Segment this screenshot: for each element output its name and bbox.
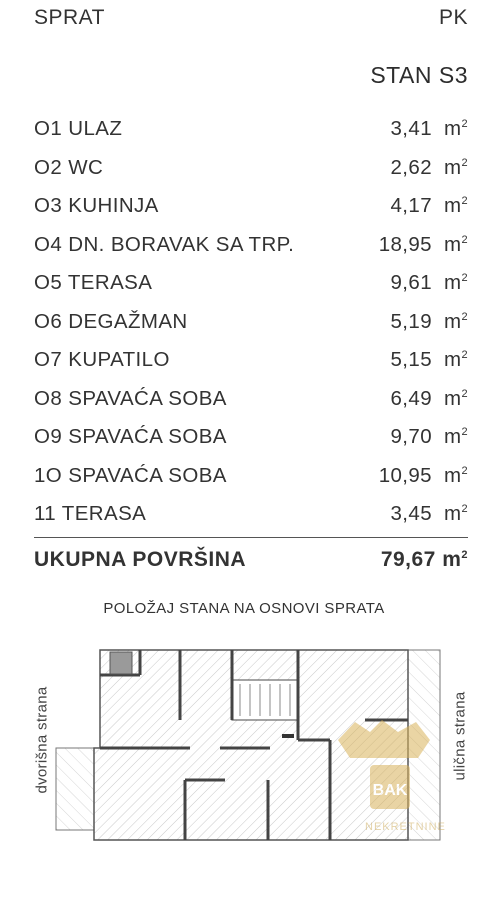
room-row [34, 303, 468, 342]
room-unit: $m^2$ [443, 271, 468, 295]
room-name: O8 SPAVAĆA SOBA [34, 386, 227, 410]
total-value: 79,67 $m^2$ [380, 548, 468, 571]
floor-plan [20, 640, 450, 850]
courtyard-side-label: dvorišna strana [33, 686, 51, 794]
room-list [34, 110, 468, 534]
room-name: O5 TERASA [34, 271, 153, 295]
room-unit: $m^2$ [443, 232, 468, 256]
room-row [34, 264, 468, 303]
room-area: 10,95 [378, 463, 432, 487]
total-row [34, 548, 468, 572]
room-row [34, 380, 468, 419]
apartment-title: STAN S3 [370, 62, 468, 88]
room-unit: $m^2$ [443, 309, 468, 333]
room-name: O4 DN. BORAVAK SA TRP. [34, 232, 295, 256]
room-row [34, 457, 468, 496]
room-name: 1O SPAVAĆA SOBA [34, 463, 227, 487]
room-name: O2 WC [34, 155, 104, 179]
room-name: O7 KUPATILO [34, 348, 170, 372]
room-area: 3,41 [390, 117, 432, 141]
room-unit: $m^2$ [443, 117, 468, 141]
room-name: O9 SPAVAĆA SOBA [34, 425, 227, 449]
room-unit: $m^2$ [443, 194, 468, 218]
room-row [34, 149, 468, 188]
room-name: O1 ULAZ [34, 117, 123, 141]
room-area: 2,62 [390, 155, 432, 179]
room-unit: $m^2$ [443, 463, 468, 487]
plan-terrace-left [56, 748, 94, 830]
room-unit: $m^2$ [443, 386, 468, 410]
plan-title: POLOŽAJ STANA NA OSNOVI SPRATA [103, 600, 385, 617]
room-area: 4,17 [390, 194, 432, 218]
plan-marker [282, 734, 294, 738]
svg-text:NEKRETNINE: NEKRETNINE [365, 821, 446, 833]
room-unit: $m^2$ [443, 425, 468, 449]
room-unit: $m^2$ [443, 502, 468, 526]
total-divider [34, 537, 468, 538]
floor-value: PK [438, 6, 468, 29]
street-side-label: ulična strana [451, 691, 469, 781]
room-area: 9,61 [390, 271, 432, 295]
room-row [34, 187, 468, 226]
header-bar [34, 6, 468, 34]
room-name: O3 KUHINJA [34, 194, 159, 218]
svg-text:BAK: BAK [372, 782, 408, 799]
plan-shaft [110, 652, 132, 674]
room-row [34, 418, 468, 457]
room-name: O6 DEGAŽMAN [34, 309, 188, 333]
room-area: 5,15 [390, 348, 432, 372]
room-area: 18,95 [378, 232, 432, 256]
room-row [34, 341, 468, 380]
room-row [34, 110, 468, 149]
room-area: 3,45 [390, 502, 432, 526]
room-area: 5,19 [390, 309, 432, 333]
floor-label: SPRAT [34, 6, 105, 29]
room-row [34, 495, 468, 534]
room-unit: $m^2$ [443, 348, 468, 372]
room-name: 11 TERASA [34, 502, 147, 526]
room-area: 9,70 [390, 425, 432, 449]
total-label: UKUPNA POVRŠINA [34, 548, 247, 571]
room-unit: $m^2$ [443, 155, 468, 179]
plan-staircase [232, 680, 298, 720]
room-area: 6,49 [390, 386, 432, 410]
room-row [34, 226, 468, 265]
